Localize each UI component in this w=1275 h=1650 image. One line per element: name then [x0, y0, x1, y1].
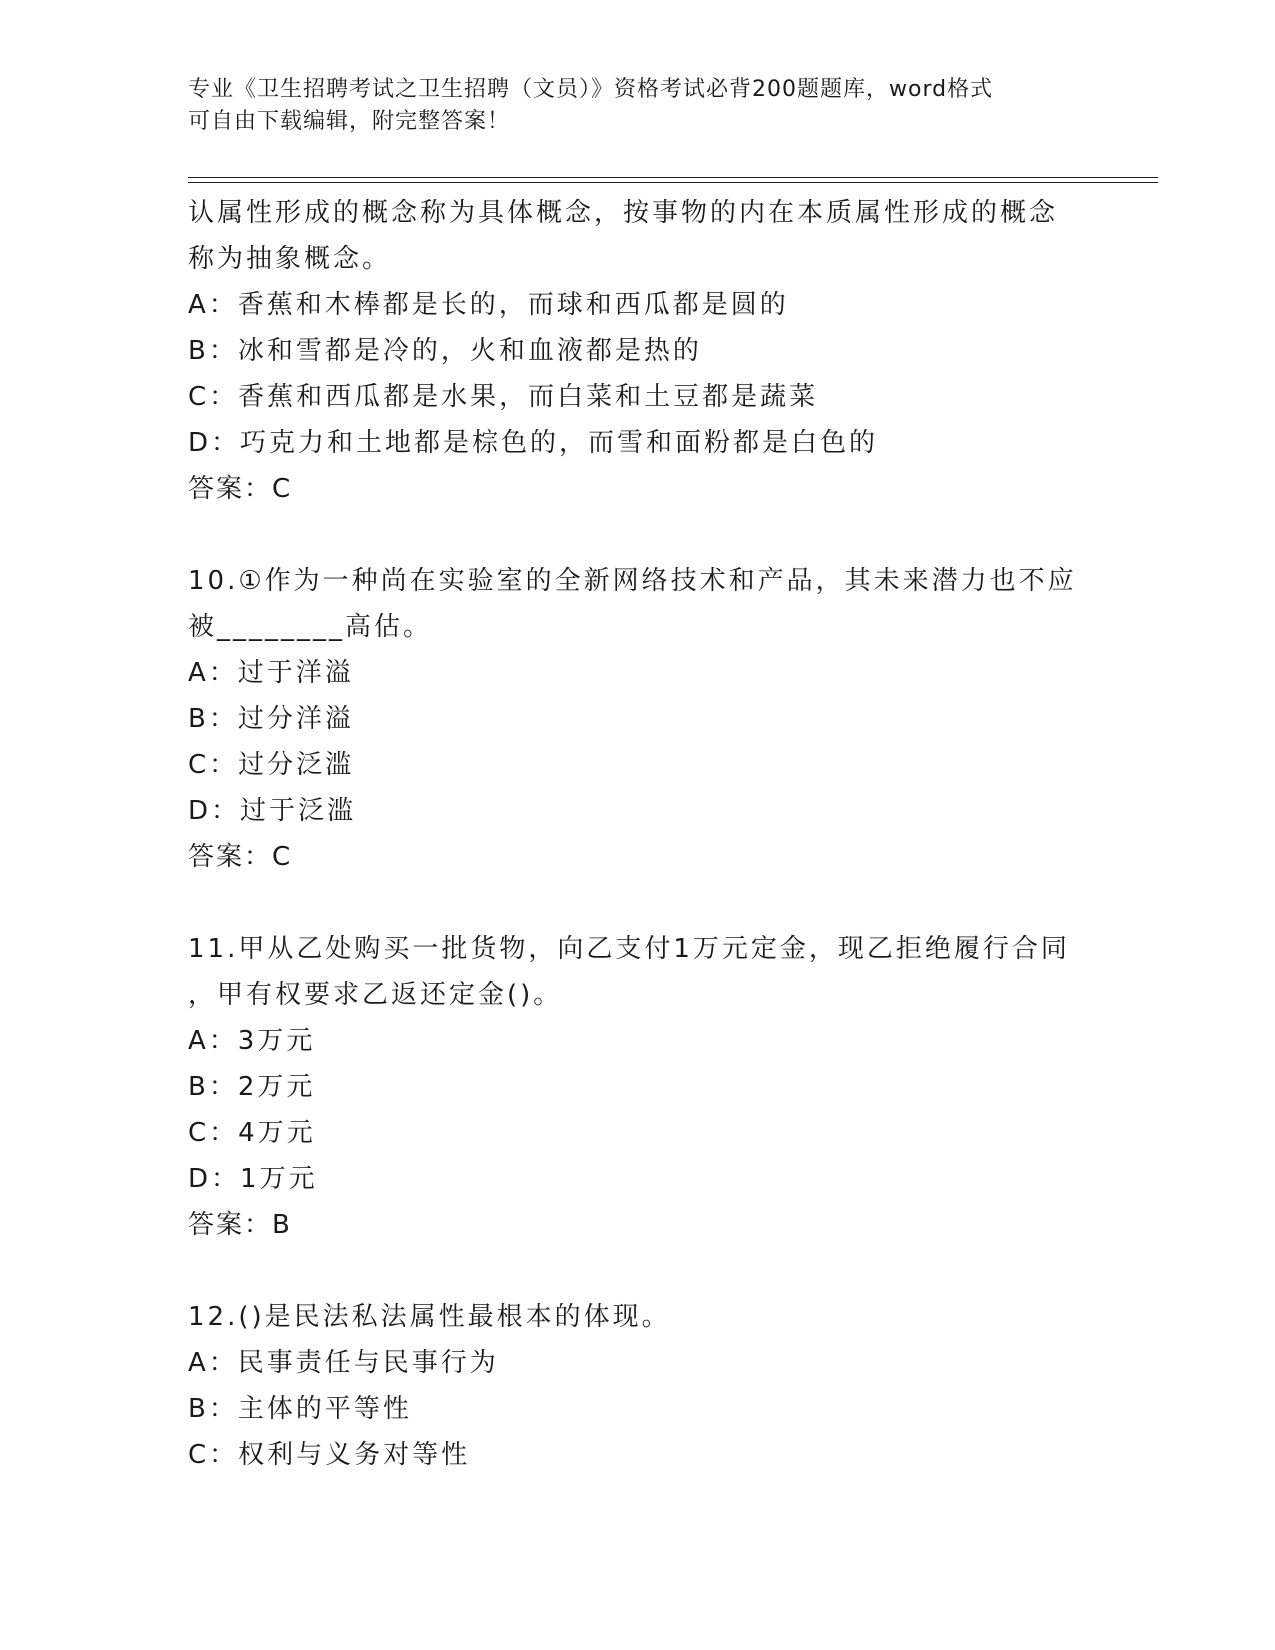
option-c: C：香蕉和西瓜都是水果，而白菜和土豆都是蔬菜	[188, 382, 819, 412]
document-header	[188, 74, 1088, 138]
option-b: B：主体的平等性	[188, 1394, 412, 1424]
question-list	[188, 190, 1088, 1478]
header-title-line-1: 专业《卫生招聘考试之卫生招聘（文员）》资格考试必背200题题库，word格式	[188, 77, 994, 102]
question-12	[188, 1294, 1088, 1478]
question-text: 10.①作为一种尚在实验室的全新网络技术和产品，其未来潜力也不应	[188, 566, 1077, 596]
option-c: C：4万元	[188, 1118, 316, 1148]
spacer	[188, 1248, 1088, 1294]
option-a: A：香蕉和木棒都是长的，而球和西瓜都是圆的	[188, 290, 789, 320]
header-divider-bottom	[188, 182, 1158, 183]
option-b: B：过分洋溢	[188, 704, 354, 734]
option-d: D：过于泛滥	[188, 796, 357, 826]
answer: 答案：C	[188, 842, 293, 872]
header-title-line-2: 可自由下载编辑，附完整答案！	[188, 109, 511, 134]
spacer	[188, 512, 1088, 558]
question-11	[188, 926, 1088, 1248]
option-c: C：过分泛滥	[188, 750, 355, 780]
question-9	[188, 190, 1088, 512]
question-text: 11.甲从乙处购买一批货物，向乙支付1万元定金，现乙拒绝履行合同	[188, 934, 1070, 964]
option-a: A：3万元	[188, 1026, 316, 1056]
question-text: 认属性形成的概念称为具体概念，按事物的内在本质属性形成的概念	[188, 198, 1059, 228]
question-text: 被________高估。	[188, 612, 433, 642]
spacer	[188, 880, 1088, 926]
question-text: ，甲有权要求乙返还定金()。	[188, 980, 563, 1010]
answer: 答案：C	[188, 474, 293, 504]
question-text: 称为抽象概念。	[188, 244, 392, 274]
answer: 答案：B	[188, 1210, 292, 1240]
option-d: D：巧克力和土地都是棕色的，而雪和面粉都是白色的	[188, 428, 879, 458]
option-b: B：2万元	[188, 1072, 316, 1102]
question-text: 12.()是民法私法属性最根本的体现。	[188, 1302, 671, 1332]
option-a: A：民事责任与民事行为	[188, 1348, 499, 1378]
option-d: D：1万元	[188, 1164, 318, 1194]
option-b: B：冰和雪都是冷的，火和血液都是热的	[188, 336, 702, 366]
question-10	[188, 558, 1088, 880]
option-a: A：过于洋溢	[188, 658, 354, 688]
option-c: C：权利与义务对等性	[188, 1440, 471, 1470]
header-divider-top	[188, 177, 1158, 178]
